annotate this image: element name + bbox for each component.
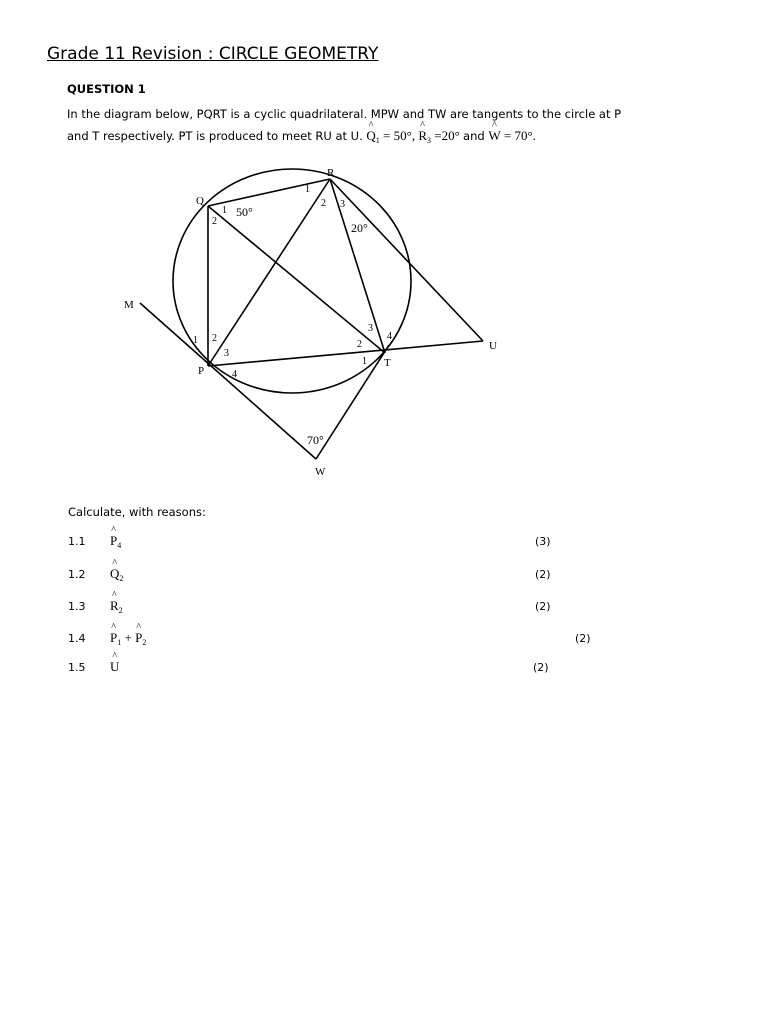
segment-PU	[208, 341, 483, 366]
item-number: 1.3	[68, 600, 86, 613]
point-label-W: W	[315, 466, 326, 478]
angle-value-q1: 50°	[236, 205, 253, 219]
item-number: 1.4	[68, 632, 86, 645]
item-angle: ^ $P_1$ + ^ $P_2$	[110, 630, 146, 647]
list-item-1-1	[0, 535, 768, 553]
angle-label-p2: 2	[212, 333, 217, 344]
calculate-heading: Calculate, with reasons:	[68, 505, 206, 519]
item-number: 1.5	[68, 661, 86, 674]
list-item-1-2	[0, 568, 768, 586]
list-item-1-3	[0, 600, 768, 618]
angle-label-r1: 1	[305, 184, 310, 195]
angle-label-t2: 2	[357, 339, 362, 350]
item-marks: (2)	[535, 568, 551, 581]
given-r3: ^ $R_3 =20^\circ$	[418, 128, 463, 143]
point-label-M: M	[124, 299, 134, 311]
angle-value-r3: 20°	[351, 221, 368, 235]
tangent-MW	[140, 303, 316, 459]
item-number: 1.2	[68, 568, 86, 581]
angle-label-r2: 2	[321, 198, 326, 209]
item-marks: (2)	[535, 600, 551, 613]
circle-geometry-diagram	[0, 0, 768, 500]
point-label-Q: Q	[196, 195, 204, 207]
angle-label-p3: 3	[224, 348, 229, 359]
angle-label-r3: 3	[340, 199, 345, 210]
angle-label-p1: 1	[193, 335, 198, 346]
angle-label-p4: 4	[232, 369, 237, 380]
question-heading: QUESTION 1	[67, 82, 146, 96]
item-marks: (3)	[535, 535, 551, 548]
given-w: ^ W = 70°.	[488, 128, 536, 143]
given-and: and	[463, 129, 485, 143]
segment-QR	[208, 179, 330, 206]
point-label-U: U	[489, 340, 497, 352]
angle-value-w: 70°	[307, 433, 324, 447]
angle-label-t1: 1	[362, 356, 367, 367]
point-label-T: T	[384, 357, 391, 369]
angle-label-t4: 4	[387, 331, 392, 342]
page-title: Grade 11 Revision : CIRCLE GEOMETRY	[47, 44, 379, 64]
segment-RT	[330, 179, 385, 353]
point-label-R: R	[327, 167, 335, 179]
angle-label-q2: 2	[212, 216, 217, 227]
angle-label-t3: 3	[368, 323, 373, 334]
item-angle: ^ $R_2$	[110, 598, 123, 615]
question-intro-line1: In the diagram below, PQRT is a cyclic quadrilateral. MPW and TW are tangents to the circle at P	[67, 107, 622, 121]
given-q1: ^ $Q_1 = 50^\circ$,	[366, 128, 418, 143]
item-marks: (2)	[575, 632, 591, 645]
tangent-TW	[316, 345, 389, 459]
item-angle: ^ $Q_2$	[110, 566, 123, 583]
list-item-1-4	[0, 632, 768, 650]
segment-RU	[330, 179, 483, 341]
point-label-P: P	[198, 365, 205, 377]
item-number: 1.1	[68, 535, 86, 548]
angle-label-q1: 1	[222, 205, 227, 216]
item-marks: (2)	[533, 661, 549, 674]
item-angle: ^ U	[110, 659, 119, 675]
list-item-1-5	[0, 661, 768, 679]
item-angle: ^ $P_4$	[110, 533, 121, 550]
intro-line2-text: and T respectively. PT is produced to meet RU at U.	[67, 129, 363, 143]
